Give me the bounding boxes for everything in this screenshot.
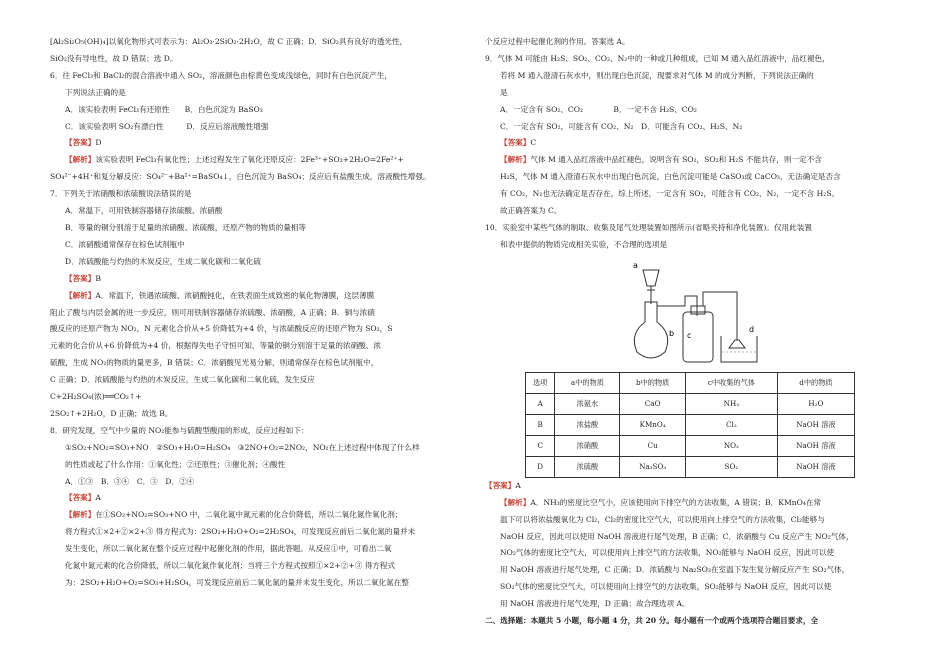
text-line <box>50 490 460 507</box>
line-text: 2SO₂↑+2H₂O，D 正确；故选 B。 <box>50 408 173 418</box>
text-line <box>50 254 460 271</box>
text-line <box>50 271 460 288</box>
text-line <box>50 372 460 389</box>
table-cell: NH₃ <box>685 393 777 414</box>
table-cell: NO₂ <box>685 435 777 456</box>
line-text: A．NH₃的密度比空气小，应该使用向下排空气的方法收集，A 错误；B．KMnO₄在常 <box>530 497 822 507</box>
line-text: H₂S，气体 M 通入澄清石灰水中出现白色沉淀，白色沉淀可能是 CaSO₃或 CaCO₃，无法确定是否含 <box>500 172 841 182</box>
line-text: 8．研究发现，空气中少量的 NO₂能参与硫酸型酸雨的形成，反应过程如下： <box>50 425 309 435</box>
table-cell: NaOH 溶液 <box>777 435 854 456</box>
line-text: A．①③ B．③④ C．③ D．②④ <box>65 476 195 486</box>
apparatus-diagram <box>625 256 765 368</box>
text-line <box>50 237 460 254</box>
answer-tag: 【解析】 <box>500 497 531 507</box>
line-text: 阻止了酸与内层金属的进一步反应，则可用铁制容器储存浓硫酸、浓硝酸，A 正确；B．铜与浓硝 <box>50 307 375 317</box>
line-text: 将方程式①×2+②×2+③ 得方程式为：2SO₂+H₂O+O₂=2H₂SO₄，可发现反应前后二氧化氮的量并未 <box>65 527 416 537</box>
line-text: A．一定含有 SO₂、CO₂ B．一定不含 H₂S、CO₂ <box>500 104 697 114</box>
table-cell: Cl₂ <box>685 414 777 435</box>
line-text: C．一定含有 SO₂，可能含有 CO₂、N₂ D．可能含有 CO₂、H₂S、N₂ <box>500 121 743 131</box>
line-text: 用 NaOH 溶液进行尾气处理，D 正确；故合理选项 A。 <box>500 599 690 609</box>
text-line <box>50 102 460 119</box>
table-cell: B <box>526 414 555 435</box>
table-header-cell: d中的物质 <box>777 372 854 393</box>
table-cell: C <box>526 435 555 456</box>
text-line <box>50 524 460 541</box>
answer-tag: 【答案】 <box>485 480 516 490</box>
text-line <box>50 338 460 355</box>
table-header-cell: a中的物质 <box>555 372 620 393</box>
text-line <box>50 51 460 68</box>
text-line <box>50 288 460 305</box>
label-d: d <box>749 324 755 334</box>
table-row <box>526 393 855 414</box>
line-text: NaOH 反应，因此可以使用 NaOH 溶液进行尾气处理，B 正确；C．浓硝酸与 Cu 反应产生 NO₂气体， <box>500 531 854 541</box>
line-text: A <box>515 480 521 490</box>
table-cell: D <box>526 456 555 477</box>
text-line <box>485 152 895 169</box>
label-c: c <box>687 330 692 340</box>
text-line <box>50 135 460 152</box>
text-line <box>485 34 895 51</box>
text-line <box>50 440 460 457</box>
text-line <box>485 562 895 579</box>
text-line <box>485 613 895 630</box>
line-text: 用 NaOH 溶液进行尾气处理，C 正确；D．浓硫酸与 Na₂SO₃在室温下发生复分解反应产生 SO₂气体， <box>500 565 850 575</box>
table-cell: 浓硫酸 <box>555 456 620 477</box>
line-text: C．浓硝酸通常保存在棕色试剂瓶中 <box>65 239 185 249</box>
label-b: b <box>669 328 675 338</box>
table-row <box>526 435 855 456</box>
line-text: C <box>530 138 537 148</box>
line-text: 是 <box>500 87 508 97</box>
line-text: A <box>95 493 101 503</box>
line-text: 酸反应的还原产物为 NO₂，N 元素化合价从+5 价降低为+4 价，与浓硫酸反应的还原产物为 SO₂，S <box>50 324 393 334</box>
text-line <box>485 102 895 119</box>
line-text: C．该实验表明 SO₂有漂白性 D．反应后溶液酸性增强 <box>65 121 269 131</box>
label-a: a <box>633 260 638 270</box>
line-text: NO₂气体的密度比空气大，可以使用向上排空气的方法收集，NO₂能够与 NaOH 反应，因此可以使 <box>500 548 835 558</box>
answer-tag: 【答案】 <box>500 138 531 148</box>
text-line <box>50 85 460 102</box>
text-line <box>50 541 460 558</box>
line-text: 故正确答案为 C。 <box>500 206 562 216</box>
line-text: SO₄²⁻+4H⁺和复分解反应：SO₄²⁻+Ba²⁺=BaSO₄↓，白色沉淀为 BaSO₄；反应后有盐酸生成，溶液酸性增强。 <box>50 172 431 182</box>
answer-tag: 【解析】 <box>500 155 531 165</box>
text-line <box>485 85 895 102</box>
table-header-cell: b中的物质 <box>620 372 686 393</box>
text-line <box>485 51 895 68</box>
line-text: 个反应过程中起催化剂的作用。答案选 A。 <box>485 37 630 46</box>
line-text: 6．往 FeCl₃和 BaCl₂的混合溶液中通入 SO₂，溶液颜色由棕黄色变成浅绿色，同时有白色沉淀产生， <box>50 70 392 80</box>
text-line <box>485 119 895 136</box>
table-row <box>526 456 855 477</box>
line-text: B．等量的铜分别溶于足量的浓硝酸、浓硫酸，还原产物的物质的量相等 <box>65 222 306 232</box>
line-text: A．常温下，可用铁制容器储存浓硫酸、浓硝酸 <box>65 206 223 216</box>
line-text: 硫酸，生成 NO₂的物质的量更多，B 错误；C．浓硝酸见光易分解，则通常保存在棕色试剂瓶中， <box>50 358 379 368</box>
line-text: D <box>95 138 102 148</box>
table-cell: 浓硝酸 <box>555 435 620 456</box>
line-text: A．常温下，铁遇浓硫酸、浓硝酸钝化，在铁表面生成致密的氧化物薄膜，这层薄膜 <box>95 290 375 300</box>
right-text-bottom <box>485 478 895 630</box>
text-line <box>50 321 460 338</box>
text-line <box>485 135 895 152</box>
line-text: 为：2SO₂+H₂O+O₂=SO₃+H₂SO₄，可发现反应前后二氧化氮的量并未发生变化，所以二氧化氮在整 <box>65 578 409 587</box>
text-line <box>50 203 460 220</box>
line-text: 的性质或起了什么作用：①氧化性；②还原性；③催化剂；④酸性 <box>65 459 286 469</box>
text-line <box>485 495 895 512</box>
line-text: 温下可以将浓盐酸氧化为 Cl₂，Cl₂的密度比空气大，可以使用向上排空气的方法收集，Cl₂能够与 <box>500 514 825 524</box>
line-text: 该实验表明 FeCl₃有氧化性；上述过程发生了氧化还原反应：2Fe³⁺+SO₂+2H₂O=2Fe²⁺+ <box>95 155 404 165</box>
answer-tag: 【答案】 <box>65 138 96 148</box>
table-header-cell: 选项 <box>526 372 555 393</box>
table-header-row <box>526 372 855 393</box>
text-line <box>50 457 460 474</box>
answer-tag: 【解析】 <box>65 510 96 520</box>
table-cell: H₂O <box>777 393 854 414</box>
answer-tag: 【解析】 <box>65 290 96 300</box>
answer-tag: 【答案】 <box>65 273 96 283</box>
right-column <box>485 34 895 630</box>
text-line <box>485 169 895 186</box>
text-line <box>485 478 895 495</box>
answer-tag: 【解析】 <box>65 155 96 165</box>
table-cell: Na₂SO₃ <box>620 456 686 477</box>
table-cell: NaOH 溶液 <box>777 414 854 435</box>
text-line <box>50 389 460 406</box>
text-line <box>485 68 895 85</box>
line-text: 发生变化，所以二氧化氮在整个反应过程中起催化剂的作用，据此答题。从反应①中，可看出二氧 <box>65 544 392 554</box>
line-text: 二、选择题：本题共 5 小题，每小题 4 分，共 20 分。每小题有一个或两个选项符合题目要求，全 <box>485 616 819 626</box>
table-cell: SO₂ <box>685 456 777 477</box>
table-cell: KMnO₄ <box>620 414 686 435</box>
table-cell: NaOH 溶液 <box>777 456 854 477</box>
left-column <box>50 34 460 592</box>
text-line <box>50 68 460 85</box>
table-cell: 浓盐酸 <box>555 414 620 435</box>
line-text: 7．下列关于浓硝酸和浓硫酸说法错误的是 <box>50 189 192 199</box>
text-line <box>50 507 460 524</box>
text-line <box>485 186 895 203</box>
line-text: D．浓硫酸能与灼热的木炭反应，生成二氧化碳和二氧化硫 <box>65 256 261 266</box>
text-line <box>50 34 460 51</box>
text-line <box>50 474 460 491</box>
text-line <box>485 596 895 613</box>
text-line <box>485 203 895 220</box>
text-line <box>485 529 895 546</box>
apparatus-figure <box>485 256 895 368</box>
text-line <box>50 423 460 440</box>
text-line <box>485 545 895 562</box>
line-text: 元素的化合价从+6 价降低为+4 价，根据得失电子守恒可知，等量的铜分别溶于足量的浓硝酸、浓 <box>50 341 381 351</box>
line-text: 有 CO₂，N₂也无法确定是否存在，综上所述，一定含有 SO₂，可能含有 CO₂、N₂，一定不含 H₂S。 <box>500 189 840 199</box>
line-text: 9．气体 M 可能由 H₂S、SO₂、CO₂、N₂中的一种或几种组成，已知 M 通入品红溶液中，品红褪色， <box>485 53 830 63</box>
text-line <box>50 220 460 237</box>
line-text: [Al₂Si₂O₅(OH)₄]以氧化物形式可表示为：Al₂O₃·2SiO₂·2H₂O，故 C 正确；D．SiO₂具有良好的透光性， <box>50 37 408 46</box>
text-line <box>50 152 460 169</box>
answer-tag: 【答案】 <box>65 493 96 503</box>
line-text: 化氮中氮元素的化合价降低，所以二氧化氮作氧化剂；当将三个方程式按照①×2+②+③ 得方程式 <box>65 561 396 571</box>
line-text: C+2H₂SO₄(浓)══CO₂↑+ <box>50 392 142 402</box>
table-cell: Cu <box>620 435 686 456</box>
table-cell: CaO <box>620 393 686 414</box>
text-line <box>50 305 460 322</box>
line-text: SO₂气体的密度比空气大，可以使用向上排空气的方法收集，SO₂能够与 NaOH 反应，因此可以使 <box>500 582 832 592</box>
text-line <box>485 220 895 237</box>
text-line <box>50 406 460 423</box>
text-line <box>485 579 895 596</box>
line-text: B <box>95 273 101 283</box>
line-text: 和表中提供的物质完成相关实验，不合理的选项是 <box>500 239 668 249</box>
table-cell: 浓氨水 <box>555 393 620 414</box>
table-header-cell: c中收集的气体 <box>685 372 777 393</box>
line-text: A．该实验表明 FeCl₃有还原性 B．白色沉淀为 BaSO₃ <box>65 104 263 114</box>
line-text: ①SO₂+NO₂=SO₃+NO ②SO₃+H₂O=H₂SO₄ ③2NO+O₂=2NO₂，NO₂在上述过程中体现了什么样 <box>65 442 420 452</box>
text-line <box>50 169 460 186</box>
text-line <box>50 558 460 575</box>
line-text: 在①SO₂+NO₂=SO₃+NO 中，二氧化氮中氮元素的化合价降低，所以二氧化氮作氧化剂； <box>95 510 403 520</box>
line-text: C 正确；D．浓硫酸能与灼热的木炭反应，生成二氧化碳和二氧化硫，发生反应 <box>50 375 315 385</box>
line-text: 10．实验室中某些气体的制取、收集及尾气处理装置如图所示(省略夹持和净化装置)。仅用此装置 <box>485 222 812 232</box>
table-cell: A <box>526 393 555 414</box>
line-text: 气体 M 通入品红溶液中品红褪色，说明含有 SO₂，SO₂和 H₂S 不能共存，则一定不含 <box>530 155 822 165</box>
right-text-top <box>485 34 895 254</box>
text-line <box>50 575 460 592</box>
text-line <box>485 512 895 529</box>
text-line <box>50 119 460 136</box>
data-table <box>525 372 855 478</box>
line-text: SiO₂没有导电性，故 D 错误；选 D。 <box>50 53 178 63</box>
line-text: 下列说法正确的是 <box>65 87 126 97</box>
text-line <box>485 237 895 254</box>
table-row <box>526 414 855 435</box>
line-text: 若将 M 通入澄清石灰水中，则出现白色沉淀，现要求对气体 M 的成分判断，下列说法正确的 <box>500 70 814 80</box>
text-line <box>50 186 460 203</box>
text-line <box>50 355 460 372</box>
